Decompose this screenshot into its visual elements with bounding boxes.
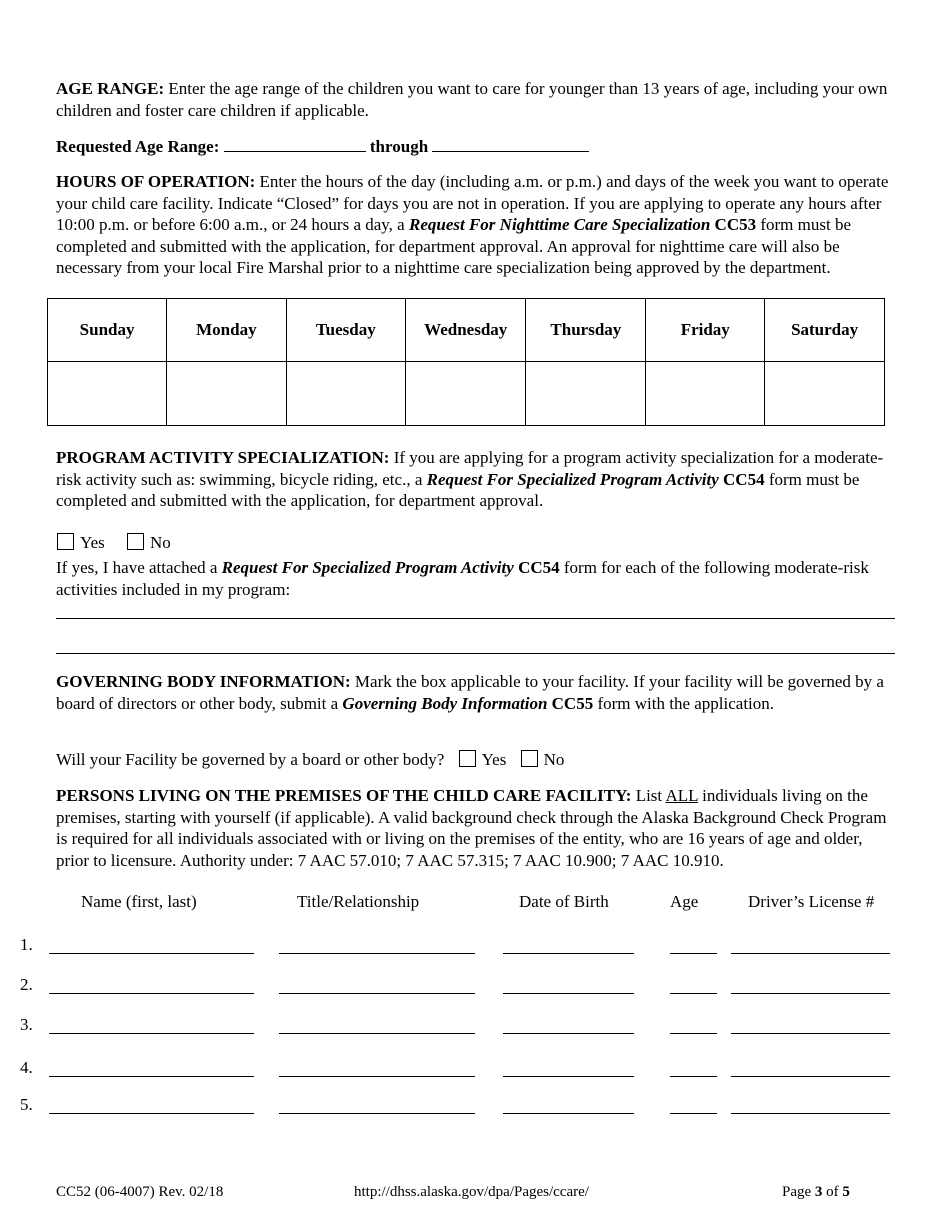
col-title: Title/Relationship [297,892,420,911]
person-age-field[interactable] [670,952,717,954]
person-title-field[interactable] [279,1112,475,1114]
row-number: 3. [20,1015,33,1034]
person-name-field[interactable] [49,952,254,954]
page-of: of [826,1184,839,1200]
attach-text-2: form for each of the following moderate-risk activities included in my program: [56,558,869,599]
through-label: through [369,137,429,156]
col-name: Name (first, last) [81,892,197,911]
program-activity-section [56,447,898,512]
program-activity-heading: PROGRAM ACTIVITY SPECIALIZATION: [56,448,390,467]
program-no-checkbox[interactable] [127,533,144,550]
day-header-sunday: Sunday [48,299,167,362]
governing-question-row [56,749,564,771]
persons-heading: PERSONS LIVING ON THE PREMISES OF THE CHILD CARE FACILITY: [56,786,632,805]
person-name-field[interactable] [49,992,254,994]
hours-paragraph [56,171,898,279]
attach-text-1: If yes, I have attached a [56,558,218,577]
person-dob-field[interactable] [503,952,634,954]
program-no-label: No [150,533,171,552]
row-number: 4. [20,1058,33,1077]
age-range-section [56,78,898,121]
governing-text-2: form with the application. [597,693,775,713]
program-attach-paragraph [56,557,898,600]
day-header-friday: Friday [646,299,765,362]
col-dob: Date of Birth [519,892,609,911]
day-header-monday: Monday [167,299,286,362]
governing-no-label: No [543,750,565,769]
governing-question: Will your Facility be governed by a board or other body? [56,750,445,769]
page-prefix: Page [782,1184,812,1200]
program-activity-paragraph [56,447,898,512]
age-range-heading: AGE RANGE: [56,79,165,98]
governing-form-name: Governing Body Information [342,693,548,713]
attach-form-code: CC54 [518,558,560,577]
requested-age-range-row [56,135,589,158]
person-title-field[interactable] [279,952,475,954]
attach-form-name: Request For Specialized Program Activity [221,558,514,577]
page-current: 3 [814,1184,823,1200]
person-name-field[interactable] [49,1075,254,1077]
activities-line-1[interactable] [56,618,895,619]
hours-cell-tuesday[interactable] [286,362,405,426]
nighttime-form-name: Request For Nighttime Care Specialization [408,215,711,234]
hours-cell-friday[interactable] [646,362,765,426]
governing-section [56,671,898,714]
hours-table [47,298,885,426]
age-to-field[interactable] [432,135,589,152]
program-yes-label: Yes [80,533,105,552]
footer-form-id: CC52 (06-4007) Rev. 02/18 [56,1184,224,1200]
hours-cell-wednesday[interactable] [406,362,526,426]
page-total: 5 [842,1184,850,1200]
age-range-paragraph [56,78,898,121]
row-number: 2. [20,975,33,994]
requested-age-range-label: Requested Age Range: [56,137,220,156]
person-title-field[interactable] [279,992,475,994]
age-from-field[interactable] [224,135,366,152]
hours-heading: HOURS OF OPERATION: [56,172,256,191]
day-header-wednesday: Wednesday [406,299,526,362]
hours-cell-thursday[interactable] [526,362,646,426]
hours-table-header [48,299,885,362]
program-yes-no [57,532,171,554]
program-activity-text-2: form must be completed and submitted with the application, for department approval. [56,469,860,510]
persons-text-b: individuals living on the premises, starting with yourself (if applicable). A valid background check through the Alaska Background Check Program is required for all individuals associated with or living on the premises of the entity, who are 16 years of age and older, prior to licensure. Authority under: 7 AAC 57.010; 7 AAC 57.315; 7 AAC 10.900; 7 AAC 10.910. [56,786,887,870]
person-license-field[interactable] [731,1075,890,1077]
footer-url[interactable]: http://dhss.alaska.gov/dpa/Pages/ccare/ [354,1184,589,1200]
governing-text-1: Mark the box applicable to your facility. If your facility will be governed by a board of directors or other body, submit a [56,672,884,713]
day-header-saturday: Saturday [765,299,885,362]
hours-cell-monday[interactable] [167,362,286,426]
hours-table-entry-row [48,362,885,426]
hours-section [56,171,898,279]
person-license-field[interactable] [731,1112,890,1114]
program-form-code: CC54 [723,469,765,489]
day-header-thursday: Thursday [526,299,646,362]
program-form-name: Request For Specialized Program Activity [426,469,719,489]
governing-paragraph [56,671,898,714]
governing-heading: GOVERNING BODY INFORMATION: [56,672,351,691]
person-dob-field[interactable] [503,992,634,994]
person-age-field[interactable] [670,1032,717,1034]
person-age-field[interactable] [670,1075,717,1077]
age-range-text: Enter the age range of the children you want to care for younger than 13 years of age, including your own children and foster care children if applicable. [56,79,888,120]
row-number: 1. [20,935,33,954]
persons-all: ALL [665,786,698,805]
persons-section [56,785,898,871]
person-age-field[interactable] [670,1112,717,1114]
day-header-tuesday: Tuesday [286,299,405,362]
person-dob-field[interactable] [503,1032,634,1034]
person-name-field[interactable] [49,1032,254,1034]
person-license-field[interactable] [731,952,890,954]
governing-yes-checkbox[interactable] [459,750,476,767]
person-name-field[interactable] [49,1112,254,1114]
hours-text-1: Enter the hours of the day (including a.m. or p.m.) and days of the week you want to operate your child care facility. Indicate “Closed” for days you are not in operation. If you are applying to operate any hours after 10:00 p.m. or before 6:00 a.m., or 24 hours a day, a [56,172,889,234]
hours-cell-saturday[interactable] [765,362,885,426]
row-number: 5. [20,1095,33,1114]
persons-text-a: List [635,786,663,805]
person-license-field[interactable] [731,1032,890,1034]
col-age: Age [670,892,699,911]
hours-cell-sunday[interactable] [48,362,167,426]
col-license: Driver’s License # [748,892,875,911]
governing-form-code: CC55 [551,693,594,713]
governing-yes-label: Yes [481,750,507,769]
program-activity-text-1: If you are applying for a program activity specialization for a moderate-risk activity such as: swimming, bicycle riding, etc., a [56,448,884,489]
activities-line-2[interactable] [56,653,895,654]
persons-paragraph [56,785,898,871]
nighttime-form-code: CC53 [714,215,757,234]
person-age-field[interactable] [670,992,717,994]
program-attach-block [56,557,898,600]
person-dob-field[interactable] [503,1075,634,1077]
person-title-field[interactable] [279,1075,475,1077]
program-yes-checkbox[interactable] [57,533,74,550]
hours-text-2: form must be completed and submitted with the application, for department approval. An approval for nighttime care will also be necessary from your local Fire Marshal prior to a nighttime care specialization being approved by the department. [56,215,852,277]
footer-page-number [782,1182,850,1204]
person-dob-field[interactable] [503,1112,634,1114]
governing-no-checkbox[interactable] [521,750,538,767]
person-title-field[interactable] [279,1032,475,1034]
person-license-field[interactable] [731,992,890,994]
